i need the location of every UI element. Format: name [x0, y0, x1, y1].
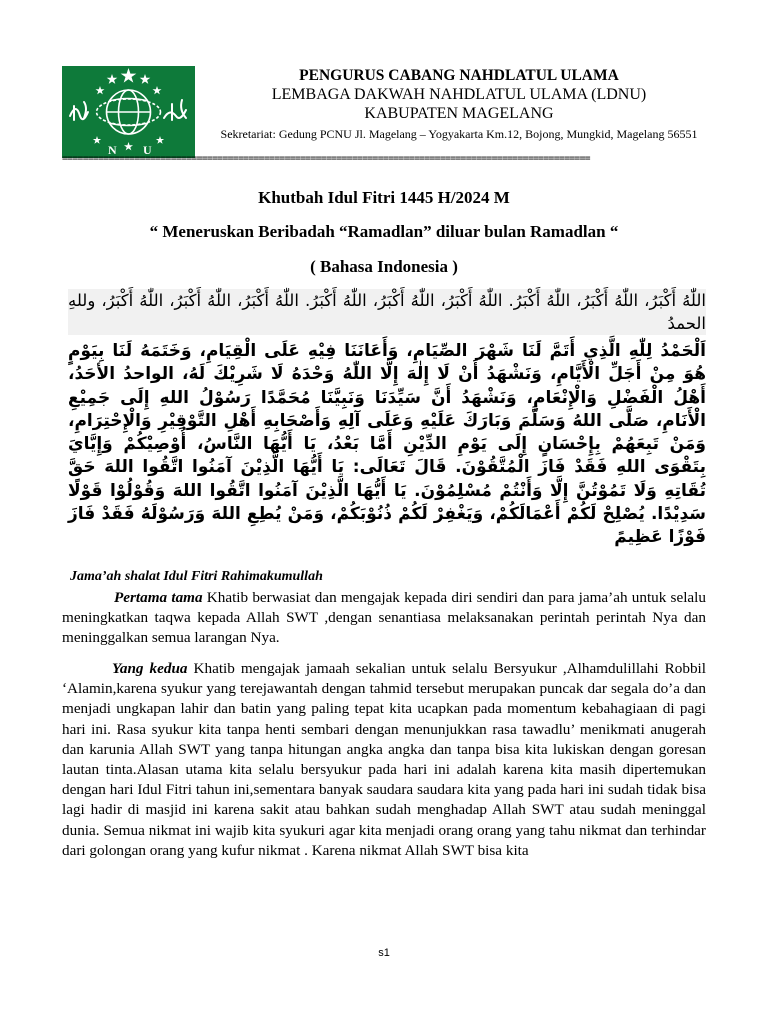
khutbah-theme: “ Meneruskan Beribadah “Ramadlan” diluar bulan Ramadlan “ — [149, 222, 619, 241]
nu-emblem-icon — [62, 66, 195, 158]
paragraph-lead: Yang kedua — [112, 660, 188, 677]
org-address: Sekretariat: Gedung PCNU Jl. Magelang – Yogyakarta Km.12, Bojong, Mungkid, Magelang 56551 — [220, 127, 698, 141]
paragraph-text: Khatib berwasiat dan mengajak kepada diri sendiri dan para jama’ah untuk selalu meningkatkan taqwa kepada Allah SWT ,dengan senantiasa melaksanakan perintah perintah Nya dan meninggalkan semua larangan Nya. — [62, 589, 706, 647]
paragraph-lead: Pertama tama — [114, 589, 203, 606]
paragraph-text: Khatib mengajak jamaah sekalian untuk selalu Bersyukur ,Alhamdulillahi Robbil ‘Alamin,karena syukur yang terejawantah dengan tahmid tersebut merupakan puncak dar segala do’a dan menjadi ungkapan lahir dan batin yang paling tepat kita ucapkan pada momentum kebahagiaan di pagi hari ini. Rasa syukur kita tanpa henti sembari dengan menunjukkan rasa tawadlu’ menikmati anugerah dan karunia Allah SWT yang tanpa hitungan angka angka dan tanpa bisa kita lukiskan dengan goresan lautan tinta.Alasan utama kita selalu bersyukur pada hari ini adalah karena kita masih dipertemukan dengan hari Idul Fitri tahun ini,sementara banyak saudara saudara kita yang pada hari ini sudah tidak bisa lagi hadir di masjid ini karena sakit atau bahkan sudah menghadap Allah SWT atau sudah meninggal dunia. Semua nikmat ini wajib kita syukuri agar kita menjadi orang orang yang tahu nikmat dan terhindar dari golongan orang yang kufur nikmat . Karena nikmat Allah SWT bisa kita — [62, 660, 706, 859]
letterhead — [214, 66, 704, 142]
org-division: LEMBAGA DAKWAH NAHDLATUL ULAMA (LDNU) — [271, 86, 647, 103]
paragraph — [62, 659, 706, 861]
logo-letter-n: N — [108, 143, 117, 157]
nu-logo — [62, 66, 195, 158]
letterhead-divider: ====================================================================================================== — [62, 156, 590, 162]
logo-letter-u: U — [143, 143, 152, 157]
page-number: s1 — [378, 947, 390, 959]
khutbah-language: ( Bahasa Indonesia ) — [310, 257, 458, 276]
salutation: Jama’ah shalat Idul Fitri Rahimakumullah — [70, 569, 323, 584]
arabic-muqaddimah: اَلْحَمْدُ لِلّٰهِ الَّذِي أَتَمَّ لَنَا شَهْرَ الصِّيَامِ، وَأَعَانَنَا فِيْهِ عَلَى الْقِيَامِ، وَخَتَمَهُ لَنَا بِيَوْمٍ هُوَ مِنْ أَجَلِّ الْأَيَّامِ، وَنَشْهَدُ أَنْ لَا إِلٰهَ إِلَّا اللّٰهُ وَحْدَهُ لَا شَرِيْكَ لَهُ، الواحدُ الأحَدُ، أَهْلُ الْفَضْلِ وَالْإِنْعَامِ، وَنَشْهَدُ أَنَّ سَيِّدَنَا وَنَبِيَّنَا مُحَمَّدًا رَسُوْلُ اللهِ إِلَى جَمِيْعِ الْأَنَامِ، صَلَّى اللهُ وَسَلَّمَ وَبَارَكَ عَلَيْهِ وَعَلَى آلِهِ وَأَصْحَابِهِ أَهْلِ التَّوْقِيْرِ وَالْإِحْتِرَامِ، وَمَنْ تَبِعَهُمْ بِإِحْسَانٍ إِلَى يَوْمِ الدِّيْنِ أَمَّا بَعْدُ، يَا أَيُّهَا النَّاسُ، أُوْصِيْكُمْ وَإِيَّايَ بِتَقْوَى اللهِ فَقَدْ فَازَ الْمُتَّقُوْنَ. قَالَ تَعَالَى: يَا أَيُّهَا الَّذِيْنَ آمَنُوا اتَّقُوا اللهَ حَقَّ تُقَاتِهِ وَلَا تَمُوْتُنَّ إِلَّا وَأَنْتُمْ مُسْلِمُوْنَ. يَا أَيُّهَا الَّذِيْنَ آمَنُوا اتَّقُوا اللهَ وَقُوْلُوْا قَوْلًا سَدِيْدًا. يُصْلِحْ لَكُمْ أَعْمَالَكُمْ، وَيَغْفِرْ لَكُمْ ذُنُوْبَكُمْ، وَمَنْ يُطِعِ اللهَ وَرَسُوْلَهُ فَقَدْ فَازَ فَوْزًا عَظِيمً — [68, 341, 706, 548]
paragraph — [62, 588, 706, 649]
org-name: PENGURUS CABANG NAHDLATUL ULAMA — [299, 67, 619, 84]
arabic-takbir: اللّٰهُ أَكْبَرُ، اللّٰهُ أَكْبَرُ، اللّٰهُ أَكْبَرُ. اللّٰهُ أَكْبَرُ، اللّٰهُ أَكْبَرُ، اللّٰهُ أَكْبَرُ. اللّٰهُ أَكْبَرُ، اللّٰهُ أَكْبَرُ، اللّٰهُ أَكْبَرُ، وللهِ الحمدُ — [68, 289, 706, 335]
khutbah-title: Khutbah Idul Fitri 1445 H/2024 M — [258, 188, 510, 207]
org-region: KABUPATEN MAGELANG — [364, 105, 554, 122]
